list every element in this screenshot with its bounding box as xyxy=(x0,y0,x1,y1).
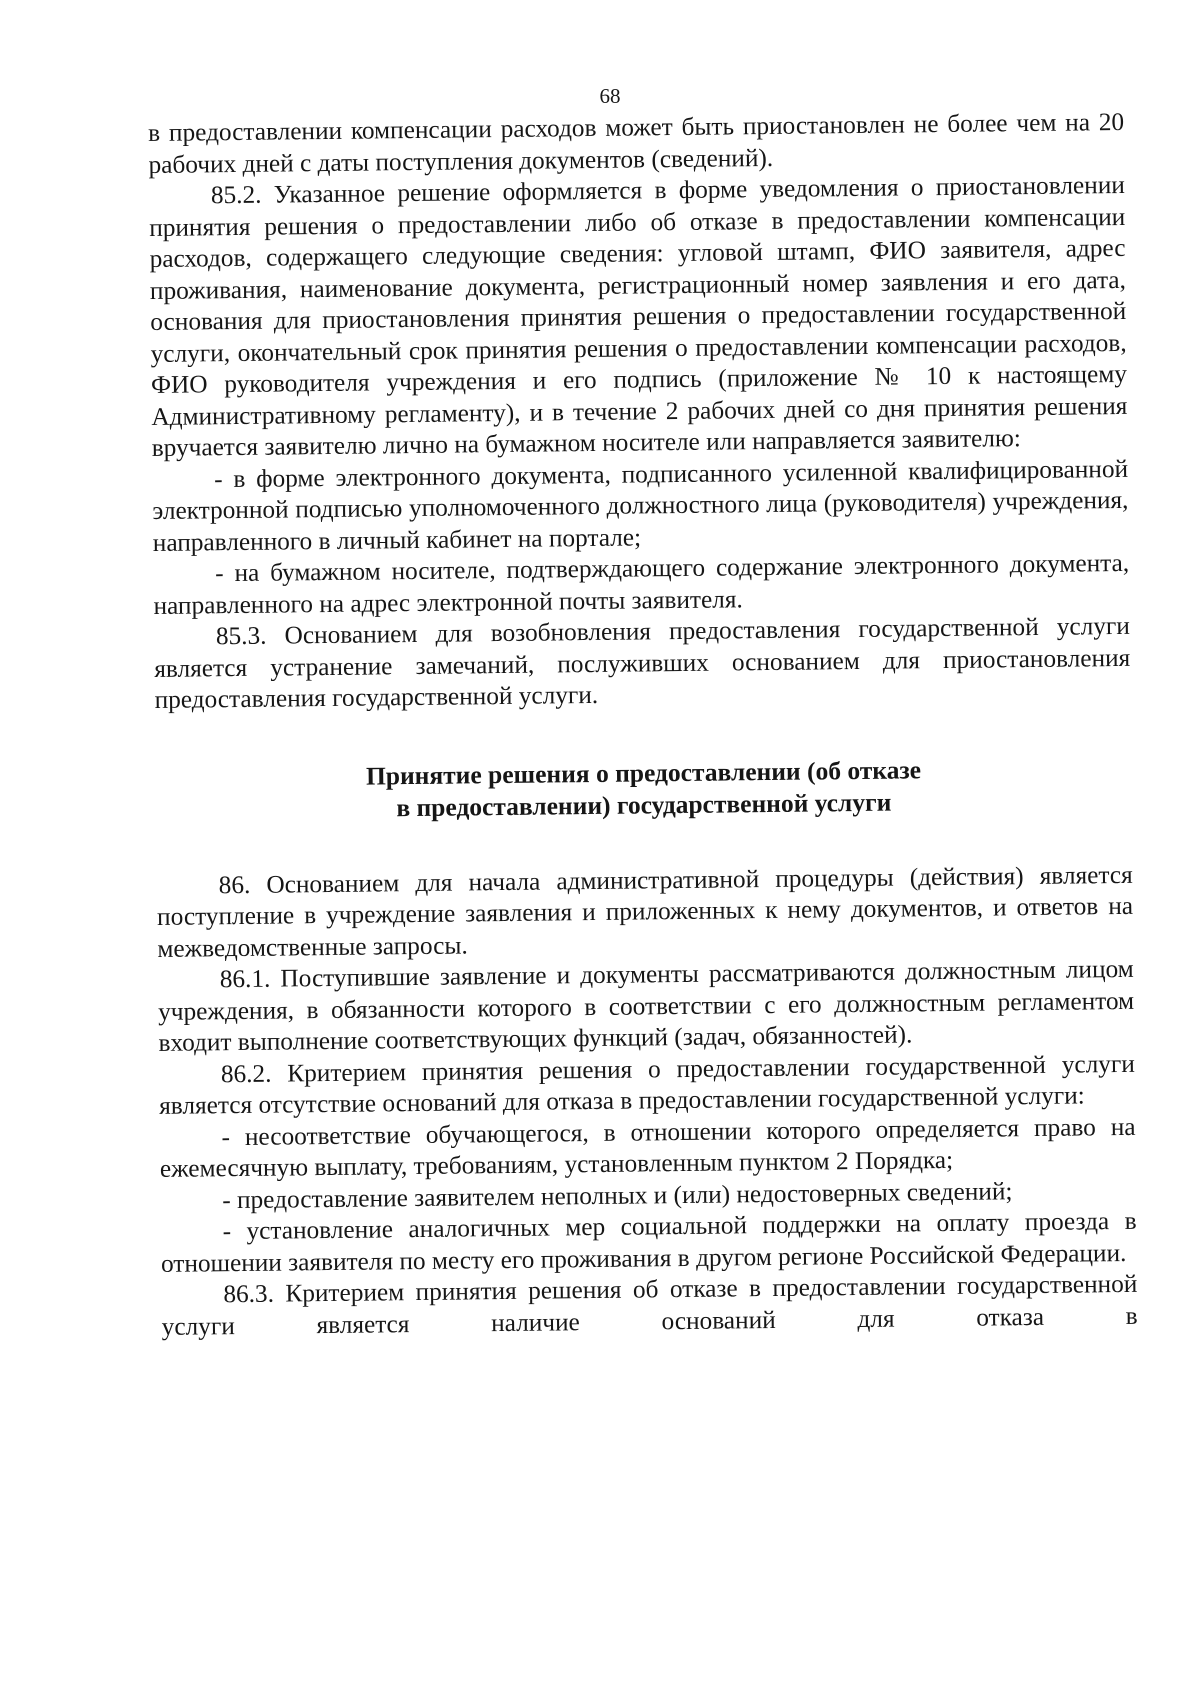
paragraph-86-2: 86.2. Критерием принятия решения о предоставлении государственной услуги является отсутствие оснований для отказа в предоставлении государственной услуги: xyxy=(159,1049,1135,1120)
page-number: 68 xyxy=(599,84,621,108)
paragraph-86-2-item-region: - установление аналогичных мер социальной поддержки на оплату проезда в отношении заявителя по месту его проживания в другом регионе Российской Федерации. xyxy=(160,1206,1137,1278)
section-after-heading xyxy=(157,859,1138,1343)
document-body xyxy=(148,107,1138,1343)
paragraph-85-3: 85.3. Основанием для возобновления предоставления государственной услуги является устранение замечаний, послуживших основанием для приостановления предоставления государственной услуги. xyxy=(154,611,1131,714)
paragraph-85-2: 85.2. Указанное решение оформляется в форме уведомления о приостановлении принятия решения о предоставлении либо об отказе в предоставлении компенсации расходов, содержащего следующие сведения: угловой штамп, ФИО заявителя, адрес проживания, наименование документа, регистрационный номер заявления и его дата, основания для приостановления принятия решения о предоставлении государственной услуги, окончательный срок принятия решения о предоставлении компенсации расходов, ФИО руководителя учреждения и его подпись (приложение № 10 к настоящему Административному регламенту), и в течение 2 рабочих дней со дня принятия решения вручается заявителю лично на бумажном носителе или направляется заявителю: xyxy=(149,170,1128,462)
section-heading-line-1: Принятие решения о предоставлении (об отказе xyxy=(365,754,922,791)
section-before-heading xyxy=(148,107,1131,717)
paragraph-86-3: 86.3. Критерием принятия решения об отказе в предоставлении государственной услуги является наличие оснований для отказа в xyxy=(161,1269,1138,1341)
paragraph-86-2-item-incomplete: - предоставление заявителем неполных и (или) недостоверных сведений; xyxy=(222,1176,1013,1214)
paragraph-85-2-item-electronic: - в форме электронного документа, подписанного усиленной квалифицированной электронной подписью уполномоченного должностного лица (руководителя) учреждения, направленного в личный кабинет на портале; xyxy=(152,454,1129,557)
paragraph-86-2-item-student: - несоответствие обучающегося, в отношении которого определяется право на ежемесячную выплату, требованиям, установленным пунктом 2 Порядка; xyxy=(159,1112,1136,1183)
section-heading-line-2: в предоставлении) государственной услуги xyxy=(396,787,892,822)
paragraph-intro: в предоставлении компенсации расходов может быть приостановлен не более чем на 20 рабочих дней с даты поступления документов (сведений). xyxy=(148,107,1125,179)
paragraph-86-1: 86.1. Поступившие заявление и документы рассматриваются должностным лицом учреждения, в обязанности которого в соответствии с его должностным регламентом входит выполнение соответствующих функций (задач, обязанностей). xyxy=(157,954,1135,1057)
paragraph-85-2-item-paper: - на бумажном носителе, подтверждающего содержание электронного документа, направленного на адрес электронной почты заявителя. xyxy=(153,548,1130,620)
section-heading xyxy=(155,751,1132,826)
paragraph-86: 86. Основанием для начала административной процедуры (действия) является поступление в учреждение заявления и приложенных к нему документов, и ответов на межведомственные запросы. xyxy=(156,860,1134,963)
